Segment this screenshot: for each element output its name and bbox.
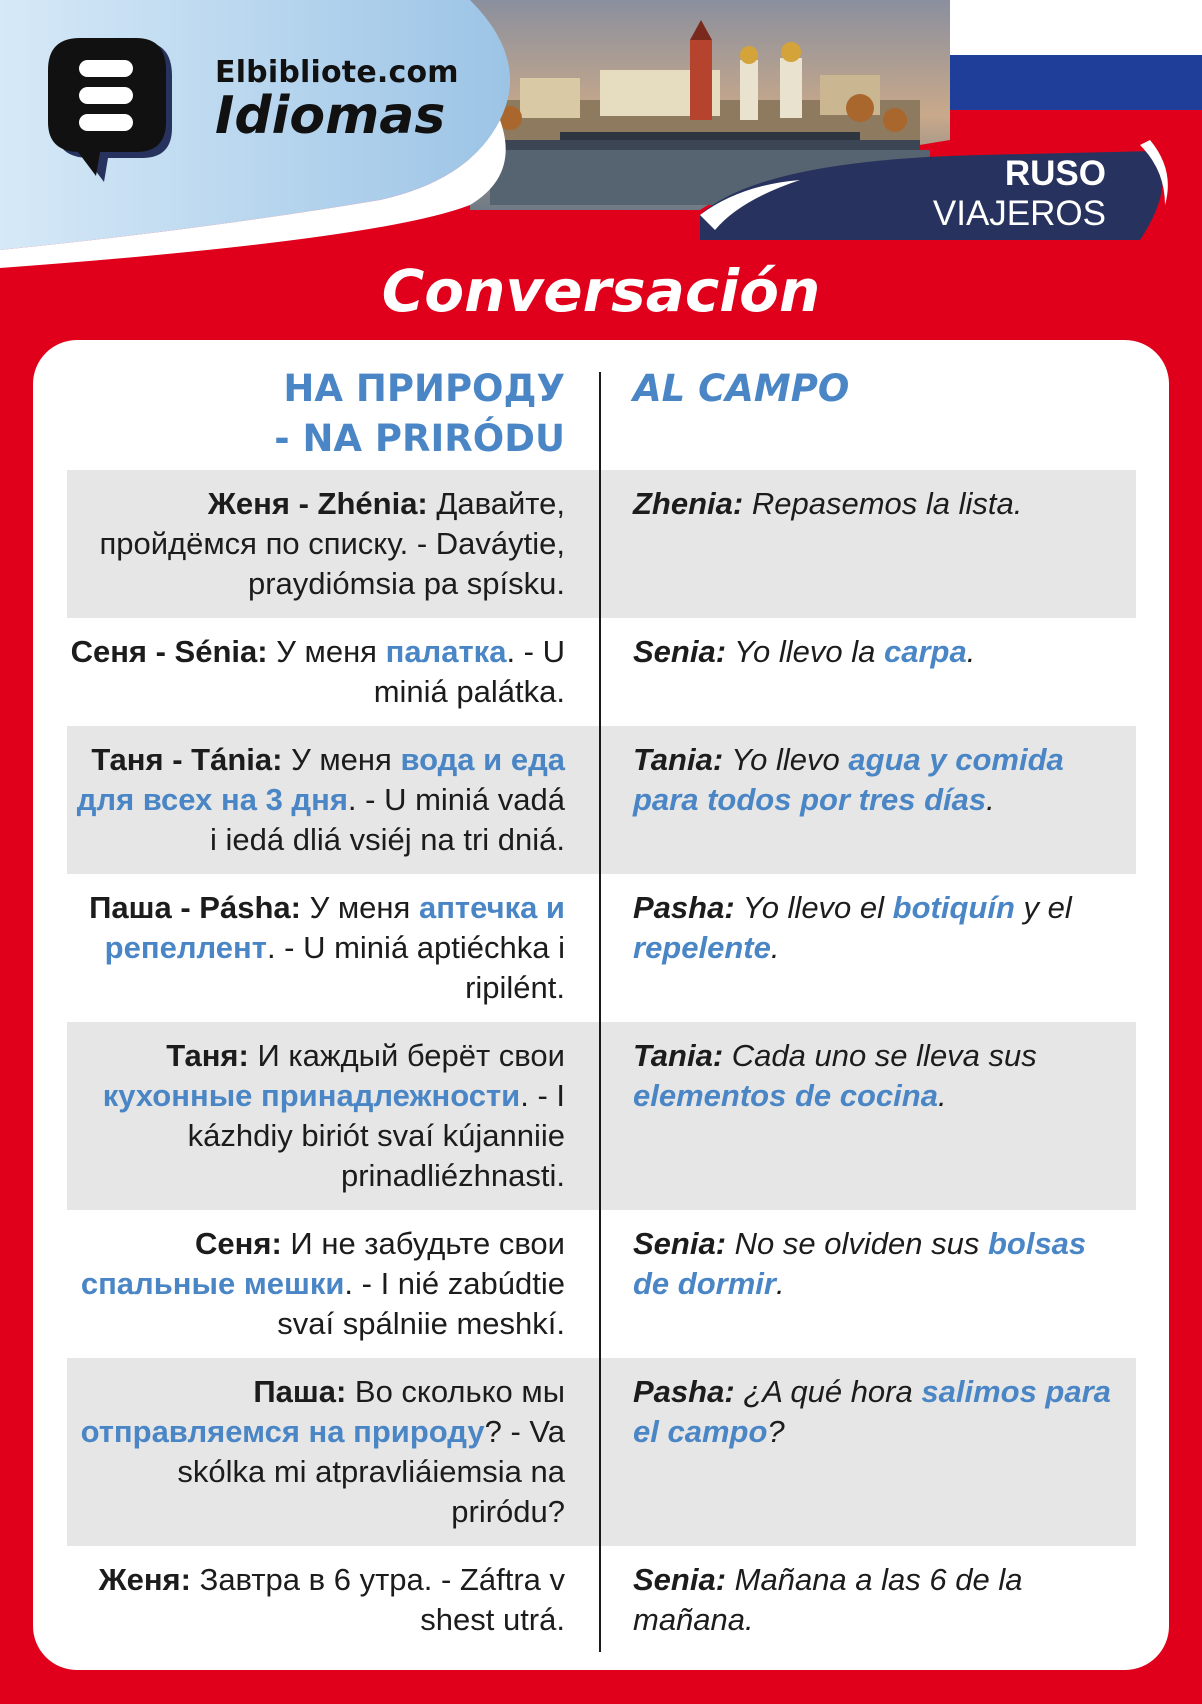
vocabulary-highlight: спальные мешки — [80, 1266, 345, 1301]
line-text: No se olviden sus — [726, 1226, 988, 1261]
line-text: . - I nié zabúdtie svaí spálniie meshkí. — [277, 1266, 565, 1341]
vocabulary-highlight: agua y comida para todos por tres días — [633, 742, 1064, 817]
speaker-name: Сеня - Sénia: — [70, 634, 268, 669]
speaker-name: Таня - Tánia: — [91, 742, 283, 777]
line-text: . — [770, 930, 780, 965]
speaker-name: Pasha: — [633, 1374, 735, 1409]
line-text: . - U miniá palátka. — [373, 634, 565, 709]
russian-line — [67, 484, 599, 604]
line-text: Repasemos la lista. — [743, 486, 1023, 521]
line-text: Во сколько мы — [346, 1374, 565, 1409]
column-divider — [599, 372, 601, 1652]
dialogue-row — [67, 618, 1136, 726]
spanish-line — [599, 484, 1136, 604]
speaker-name: Сеня: — [195, 1226, 282, 1261]
line-text: У меня — [300, 890, 419, 925]
vocabulary-highlight: elementos de cocina — [633, 1078, 938, 1113]
spanish-line — [599, 1372, 1136, 1532]
brand-name: Idiomas — [215, 86, 446, 146]
line-text: Yo llevo la — [726, 634, 885, 669]
spanish-line — [599, 888, 1136, 1008]
line-text: ? - Va skólka mi atpravliáiemsia na priródu? — [177, 1414, 565, 1529]
line-text: . — [986, 782, 995, 817]
vocabulary-highlight: отправляемся на природу — [80, 1414, 485, 1449]
speaker-name: Senia: — [633, 1226, 727, 1261]
vocabulary-highlight: палатка — [385, 634, 507, 669]
russian-line — [67, 1224, 599, 1344]
speaker-name: Senia: — [633, 1562, 727, 1597]
line-text: . - U miniá vadá i iedá dliá vsiéj na tri dniá. — [210, 782, 565, 857]
line-text: ? — [767, 1414, 785, 1449]
brand-site: Elbibliote.com — [215, 55, 459, 90]
line-text: y el — [1014, 890, 1072, 925]
speaker-name: Pasha: — [633, 890, 735, 925]
line-text: Mañana a las 6 de la mañana. — [633, 1562, 1023, 1637]
speaker-name: Женя - Zhénia: — [207, 486, 428, 521]
line-text: ¿A qué hora — [734, 1374, 922, 1409]
line-text: У меня — [282, 742, 401, 777]
russian-heading-cyrillic: НА ПРИРОДУ — [283, 367, 565, 410]
spanish-line — [599, 1036, 1136, 1196]
spanish-heading: AL CAMPO — [633, 367, 850, 410]
russian-heading-translit: - NA PRIRÓDU — [274, 417, 565, 460]
line-text: У меня — [267, 634, 386, 669]
line-text: И каждый берёт свои — [248, 1038, 565, 1073]
spanish-line — [599, 1560, 1136, 1640]
spanish-line — [599, 632, 1136, 712]
line-text: Завтра в 6 утра. - Záftra v shest utrá. — [190, 1562, 565, 1637]
dialogue-row — [67, 874, 1136, 1022]
chat-bubble-menu-icon — [46, 36, 176, 186]
vocabulary-highlight: вода и еда для всех на 3 дня — [76, 742, 565, 817]
category-label: VIAJEROS — [932, 194, 1106, 233]
russian-line — [67, 888, 599, 1008]
brand-logo-text — [215, 56, 459, 144]
column-headings — [67, 364, 1136, 470]
conversation-card — [33, 340, 1169, 1670]
dialogue-row — [67, 470, 1136, 618]
page-title: Conversación — [381, 257, 821, 325]
line-text: . — [966, 634, 976, 669]
russian-line — [67, 1036, 599, 1196]
dialogue-row — [67, 1022, 1136, 1210]
line-text: Давайте, пройдёмся по списку. - Daváytie, praydiómsia pa spísku. — [99, 486, 565, 601]
speaker-name: Паша - Pásha: — [89, 890, 301, 925]
dialogue-row — [67, 1210, 1136, 1358]
speaker-name: Женя: — [98, 1562, 191, 1597]
spanish-line — [599, 1224, 1136, 1344]
line-text: Cada uno se lleva sus — [723, 1038, 1037, 1073]
speaker-name: Tania: — [633, 742, 724, 777]
line-text: Yo llevo — [723, 742, 849, 777]
dialogue-row — [67, 1546, 1136, 1654]
speaker-name: Таня: — [166, 1038, 249, 1073]
line-text: . - U miniá aptiéchka i ripilént. — [266, 930, 565, 1005]
speaker-name: Паша: — [253, 1374, 347, 1409]
dialogue-row — [67, 726, 1136, 874]
russian-line — [67, 740, 599, 860]
vocabulary-highlight: аптечка и репеллент — [104, 890, 565, 965]
speaker-name: Zhenia: — [633, 486, 744, 521]
russian-line — [67, 632, 599, 712]
line-text: Yo llevo el — [734, 890, 893, 925]
line-text: . - I kázhdiy biriót svaí kújanniie prinadliézhnasti. — [187, 1078, 565, 1193]
vocabulary-highlight: salimos para el campo — [633, 1374, 1111, 1449]
russian-heading — [67, 364, 599, 470]
dialogue-row — [67, 1358, 1136, 1546]
vocabulary-highlight: repelente — [633, 930, 771, 965]
line-text: . — [937, 1078, 947, 1113]
vocabulary-highlight: кухонные принадлежности — [102, 1078, 521, 1113]
dialogue-table — [67, 470, 1136, 1654]
spanish-line — [599, 740, 1136, 860]
line-text: . — [775, 1266, 785, 1301]
vocabulary-highlight: carpa — [884, 634, 967, 669]
language-badge — [933, 154, 1106, 234]
vocabulary-highlight: bolsas de dormir — [633, 1226, 1087, 1301]
speaker-name: Senia: — [633, 634, 727, 669]
russian-line — [67, 1560, 599, 1640]
speaker-name: Tania: — [633, 1038, 724, 1073]
language-label: RUSO — [1004, 154, 1106, 193]
vocabulary-highlight: botiquín — [892, 890, 1015, 925]
line-text: И не забудьте свои — [281, 1226, 565, 1261]
header-banner — [0, 0, 1202, 270]
russian-line — [67, 1372, 599, 1532]
